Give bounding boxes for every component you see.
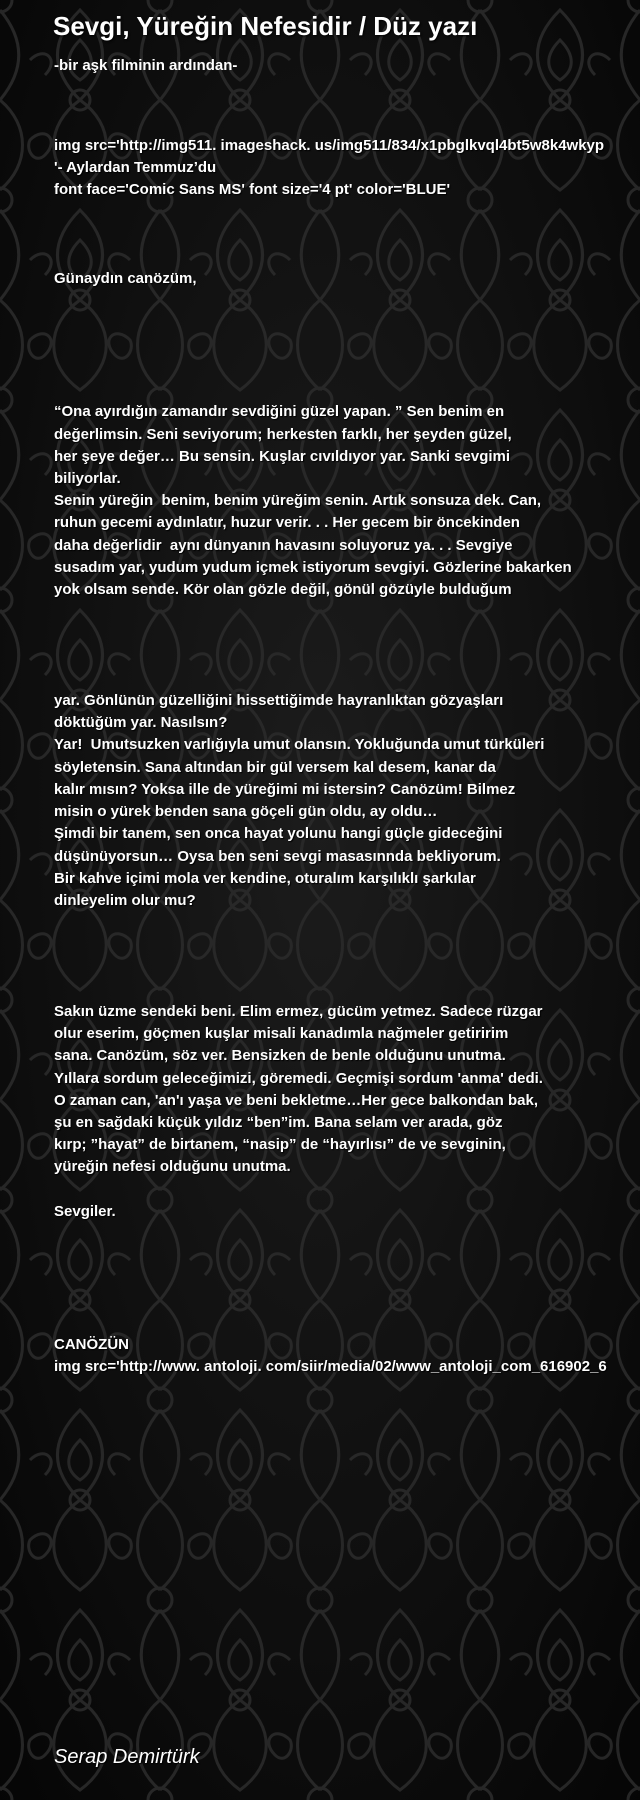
page-subtitle: -bir aşk filminin ardından- — [54, 57, 238, 74]
poem-line — [54, 912, 634, 934]
poem-line — [54, 934, 634, 956]
poem-line: her şeye değer… Bu sensin. Kuşlar cıvıldıyor yar. Sanki sevgimi — [54, 447, 511, 465]
poem-line — [54, 1312, 634, 1334]
poem-line — [54, 357, 634, 379]
poem-line — [54, 1290, 634, 1312]
poem-line: kırp; ”hayat” de birtanem, “nasip” de “hayırlısı” de ve sevginin, — [54, 1136, 506, 1154]
poem-line: O zaman can, 'an'ı yaşa ve beni bekletme…Her gece balkondan bak, — [54, 1091, 538, 1109]
poem-line: font face='Comic Sans MS' font size='4 pt' color='BLUE' — [54, 181, 451, 199]
poem-line: ruhun gecemi aydınlatır, huzur verir. . . Her gecem bir öncekinden — [54, 514, 520, 532]
poem-line — [54, 1267, 634, 1289]
poem-line: yok olsam sende. Kör olan gözle değil, gönül gözüyle bulduğum — [54, 581, 512, 599]
poem-line: Günaydın canözüm, — [54, 270, 197, 288]
poem-line — [54, 1245, 634, 1267]
page-title: Sevgi, Yüreğin Nefesidir / Düz yazı — [53, 11, 478, 41]
poem-line: daha değerlidir aynı dünyanın havasını soluyoruz ya. . . Sevgiye — [54, 536, 513, 554]
poem-line: “Ona ayırdığın zamandır sevdiğini güzel yapan. ” Sen benim en — [54, 403, 505, 421]
poem-line: döktüğüm yar. Nasılsın? — [54, 714, 228, 732]
poem-line — [54, 979, 634, 1001]
poem-line: olur eserim, göçmen kuşlar misali kanadımla nağmeler getiririm — [54, 1025, 509, 1043]
poem-body — [54, 135, 634, 1378]
poem-line: dinleyelim olur mu? — [54, 891, 196, 909]
poem-line — [54, 379, 634, 401]
poem-line: Sevgiler. — [54, 1202, 116, 1220]
poem-line: düşünüyorsun… Oysa ben seni sevgi masasınnda bekliyorum. — [54, 847, 501, 865]
poem-line: biliyorlar. — [54, 470, 121, 488]
poem-line — [54, 335, 634, 357]
poem-line: yüreğin nefesi olduğunu unutma. — [54, 1158, 291, 1176]
poem-line: Senin yüreğin benim, benim yüreğim senin. Artık sonsuza dek. Can, — [54, 492, 542, 510]
poem-line: Bir kahve içimi mola ver kendine, oturalım karşılıklı şarkılar — [54, 869, 476, 887]
poem-line — [54, 1223, 634, 1245]
poem-line — [54, 623, 634, 645]
poem-line — [54, 313, 634, 335]
poem-line — [54, 646, 634, 668]
poem-line: susadım yar, yudum yudum içmek istiyorum sevgiyi. Gözlerine bakarken — [54, 558, 572, 576]
poem-line: '- Aylardan Temmuz’du — [54, 159, 217, 177]
author-name: Serap Demirtürk — [54, 1746, 200, 1768]
poem-line: kalır mısın? Yoksa ille de yüreğimi mi istersin? Canözüm! Bilmez — [54, 780, 516, 798]
poem-line: sana. Canözüm, söz ver. Bensizken de benle olduğunu unutma. — [54, 1047, 506, 1065]
poem-line: yar. Gönlünün güzelliğini hissettiğimde hayranlıktan gözyaşları — [54, 692, 504, 710]
poem-line: Şimdi bir tanem, sen onca hayat yolunu hangi güçle gideceğini — [54, 825, 503, 843]
poem-line: Sakın üzme sendeki beni. Elim ermez, gücüm yetmez. Sadece rüzgar — [54, 1002, 543, 1020]
poem-line: img src='http://www. antoloji. com/siir/media/02/www_antoloji_com_616902_6 — [54, 1358, 607, 1376]
poem-line: Yıllara sordum geleceğimizi, göremedi. Geçmişi sordum 'anma' dedi. — [54, 1069, 543, 1087]
poem-line: Yar! Umutsuzken varlığıyla umut olansın. Yokluğunda umut türküleri — [54, 736, 545, 754]
poem-line — [54, 202, 634, 224]
poem-line: CANÖZÜN — [54, 1335, 129, 1353]
poem-line — [54, 668, 634, 690]
poem-line — [54, 290, 634, 312]
poem-line — [54, 957, 634, 979]
poem-line — [54, 1179, 634, 1201]
poem-line — [54, 601, 634, 623]
poem-line — [54, 246, 634, 268]
poem-line: misin o yürek benden sana göçeli gün oldu, ay oldu… — [54, 803, 438, 821]
poem-line: değerlimsin. Seni seviyorum; herkesten farklı, her şeyden güzel, — [54, 425, 512, 443]
poem-line — [54, 224, 634, 246]
poem-line: şu en sağdaki küçük yıldız “ben”im. Bana selam ver arada, göz — [54, 1113, 503, 1131]
poem-line: img src='http://img511. imageshack. us/img511/834/x1pbglkvql4bt5w8k4wkyp — [54, 137, 605, 154]
poem-line: söyletensin. Sana altından bir gül versem kal desem, kanar da — [54, 758, 496, 776]
